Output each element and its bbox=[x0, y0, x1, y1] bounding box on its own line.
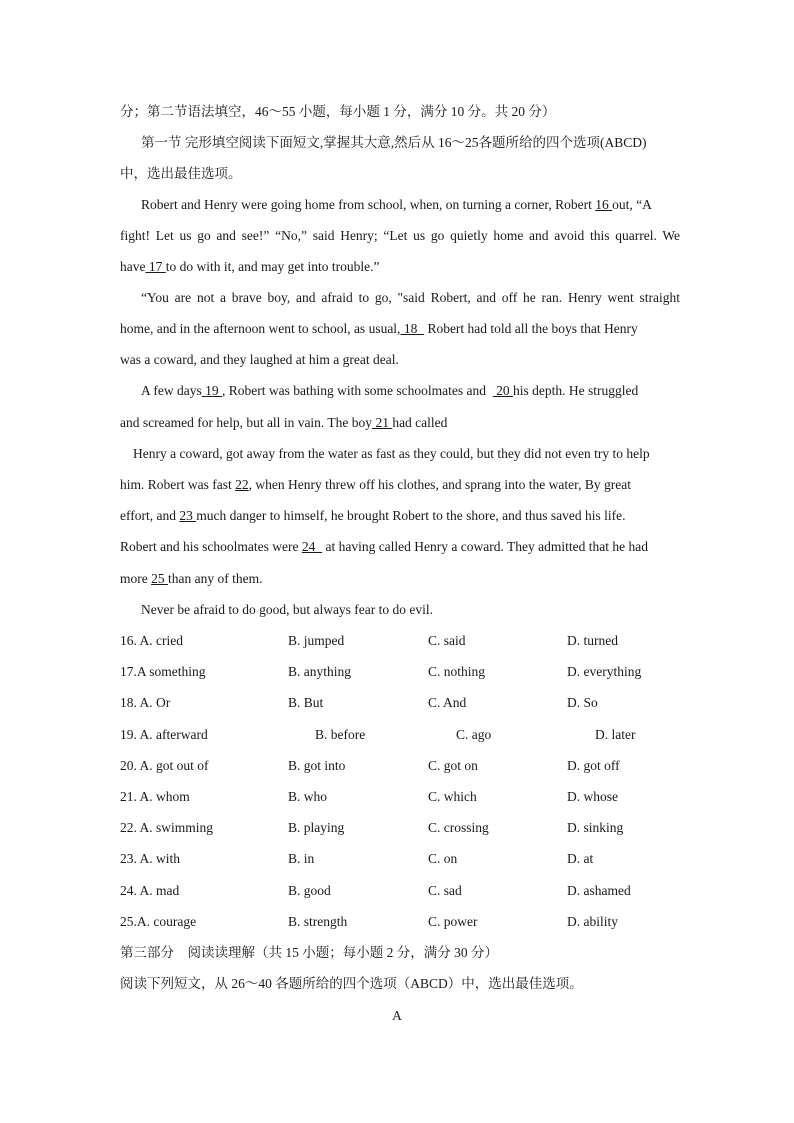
passage-line: A few days 19 , Robert was bathing with some schoolmates and 20 his depth. He struggled bbox=[141, 383, 639, 398]
passage-line: “You are not a brave boy, and afraid to go, "said Robert, and off he ran. Henry went straight bbox=[141, 290, 680, 305]
option-c: C. which bbox=[428, 789, 477, 804]
passage-line: have 17 to do with it, and may get into trouble.” bbox=[120, 259, 380, 274]
blank-20: 20 bbox=[492, 383, 513, 398]
option-b: B. before bbox=[315, 727, 366, 742]
passage-moral: Never be afraid to do good, but always fear to do evil. bbox=[141, 602, 434, 617]
part3-instruction: 阅读下列短文，从 26～40 各题所给的四个选项（ABCD）中，选出最佳选项。 bbox=[120, 976, 583, 991]
blank-25: 25 bbox=[151, 571, 168, 586]
option-c: C. nothing bbox=[428, 664, 486, 679]
option-d: D. at bbox=[567, 851, 594, 866]
option-b: B. good bbox=[288, 883, 331, 898]
blank-21: 21 bbox=[372, 415, 393, 430]
option-a: 16. A. cried bbox=[120, 633, 183, 648]
blank-18: 18 bbox=[400, 321, 425, 336]
option-a: 25.A. courage bbox=[120, 914, 197, 929]
passage-line: effort, and 23 much danger to himself, he brought Robert to the shore, and thus saved his life. bbox=[120, 508, 626, 523]
option-b: B. who bbox=[288, 789, 328, 804]
option-a: 17.A something bbox=[120, 664, 206, 679]
passage-line: Robert and his schoolmates were 24 at having called Henry a coward. They admitted that he had bbox=[120, 539, 648, 554]
option-d: D. whose bbox=[567, 789, 618, 804]
option-c: C. And bbox=[428, 695, 467, 710]
blank-19: 19 bbox=[201, 383, 222, 398]
option-d: D. turned bbox=[567, 633, 618, 648]
passage-letter: A bbox=[392, 1008, 402, 1023]
option-d: D. So bbox=[567, 695, 598, 710]
blank-16: 16 bbox=[595, 197, 613, 212]
option-a: 18. A. Or bbox=[120, 695, 171, 710]
option-a: 24. A. mad bbox=[120, 883, 180, 898]
option-b: B. anything bbox=[288, 664, 351, 679]
blank-17: 17 bbox=[145, 259, 166, 274]
option-a: 20. A. got out of bbox=[120, 758, 209, 773]
part3-heading: 第三部分 阅读读理解（共 15 小题；每小题 2 分，满分 30 分） bbox=[120, 945, 498, 960]
passage-line: Robert and Henry were going home from school, when, on turning a corner, Robert 16 out, “A bbox=[141, 197, 652, 212]
option-d: D. everything bbox=[567, 664, 642, 679]
passage-line: more 25 than any of them. bbox=[120, 571, 263, 586]
passage-line: and screamed for help, but all in vain. The boy 21 had called bbox=[120, 415, 448, 430]
option-a: 21. A. whom bbox=[120, 789, 190, 804]
header-line: 分；第二节语法填空，46～55 小题，每小题 1 分，满分 10 分。共 20 分） bbox=[120, 104, 556, 119]
passage-line: Henry a coward, got away from the water as fast as they could, but they did not even try to help bbox=[133, 446, 650, 461]
option-b: B. jumped bbox=[288, 633, 345, 648]
option-b: B. playing bbox=[288, 820, 345, 835]
option-a: 19. A. afterward bbox=[120, 727, 208, 742]
option-a: 22. A. swimming bbox=[120, 820, 214, 835]
section1-instruction: 第一节 完形填空阅读下面短文,掌握其大意,然后从 16～25各题所给的四个选项(ABCD) bbox=[141, 135, 647, 150]
option-c: C. power bbox=[428, 914, 478, 929]
passage-line: him. Robert was fast 22, when Henry threw off his clothes, and sprang into the water, By great bbox=[120, 477, 631, 492]
option-b: B. got into bbox=[288, 758, 346, 773]
option-b: B. in bbox=[288, 851, 315, 866]
option-b: B. But bbox=[288, 695, 324, 710]
blank-24: 24 bbox=[301, 539, 323, 554]
option-d: D. ashamed bbox=[567, 883, 631, 898]
option-c: C. ago bbox=[456, 727, 492, 742]
option-d: D. later bbox=[595, 727, 636, 742]
blank-22: 22 bbox=[235, 477, 249, 492]
option-c: C. said bbox=[428, 633, 466, 648]
passage-line: home, and in the afternoon went to school, as usual, 18 Robert had told all the boys that Henry bbox=[120, 321, 638, 336]
option-d: D. ability bbox=[567, 914, 618, 929]
option-a: 23. A. with bbox=[120, 851, 181, 866]
option-c: C. crossing bbox=[428, 820, 489, 835]
blank-23: 23 bbox=[179, 508, 197, 523]
section1-instruction-cont: 中，选出最佳选项。 bbox=[120, 166, 242, 181]
option-c: C. got on bbox=[428, 758, 478, 773]
option-b: B. strength bbox=[288, 914, 348, 929]
option-d: D. sinking bbox=[567, 820, 624, 835]
option-c: C. sad bbox=[428, 883, 462, 898]
passage-line: was a coward, and they laughed at him a great deal. bbox=[120, 352, 399, 367]
option-c: C. on bbox=[428, 851, 458, 866]
passage-line: fight! Let us go and see!” “No,” said Henry; “Let us go quietly home and avoid this quarrel. We bbox=[120, 228, 680, 243]
option-d: D. got off bbox=[567, 758, 620, 773]
